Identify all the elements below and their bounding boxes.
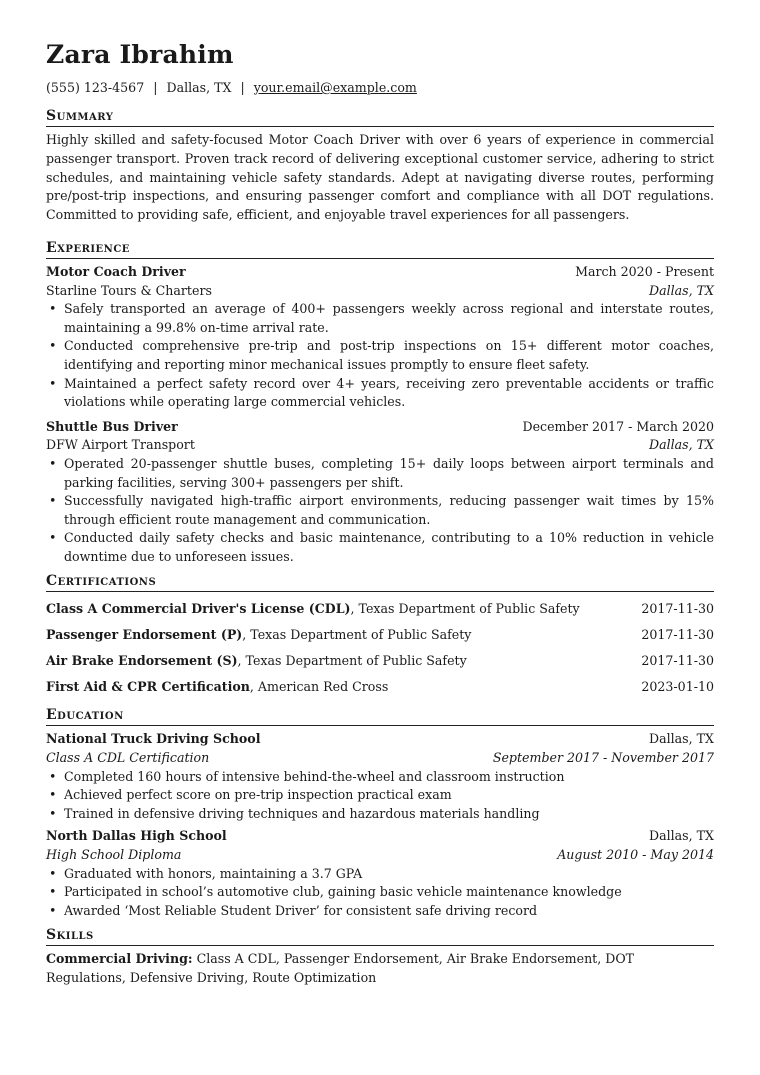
degree-name: High School Diploma: [46, 847, 182, 863]
job-location: Dallas, TX: [648, 437, 714, 453]
list-item: • Awarded ‘Most Reliable Student Driver’ for consistent safe driving record: [64, 902, 714, 921]
skills-items: Class A CDL, Passenger Endorsement, Air Brake Endorsement, DOT Regulations, Defensive Driving, Route Optimization: [46, 951, 635, 986]
certification-date: 2017-11-30: [641, 653, 714, 669]
job-bullets: [46, 455, 714, 567]
contact-line: [46, 79, 714, 96]
certification-name: Air Brake Endorsement (S): [46, 653, 238, 669]
contact-separator: |: [240, 80, 245, 95]
education-entry: [46, 730, 714, 823]
certification-date: 2017-11-30: [641, 627, 714, 643]
certification-name: Passenger Endorsement (P): [46, 627, 243, 643]
experience-entry: [46, 263, 714, 412]
education-bullets: [46, 865, 714, 921]
school-name: National Truck Driving School: [46, 731, 261, 747]
job-bullets: [46, 300, 714, 412]
section-title-summary: Summary: [46, 107, 714, 127]
phone-number: (555) 123-4567: [46, 80, 145, 95]
certification-issuer: , Texas Department of Public Safety: [242, 627, 472, 643]
job-title: Motor Coach Driver: [46, 263, 186, 279]
certifications-list: [46, 596, 714, 700]
certification-row: [46, 648, 714, 674]
contact-separator: |: [153, 80, 158, 95]
job-title: Shuttle Bus Driver: [46, 418, 178, 434]
location: Dallas, TX: [166, 80, 232, 95]
education-dates: August 2010 - May 2014: [557, 847, 714, 863]
list-item: • Trained in defensive driving techniques and hazardous materials handling: [64, 805, 714, 824]
certification-name: First Aid & CPR Certification: [46, 679, 250, 695]
skills-line: [46, 950, 714, 987]
candidate-name: Zara Ibrahim: [46, 40, 234, 69]
certification-date: 2023-01-10: [641, 679, 714, 695]
certification-issuer: , American Red Cross: [249, 679, 389, 695]
section-title-experience: Experience: [46, 239, 714, 259]
email-link[interactable]: your.email@example.com: [253, 80, 417, 95]
job-location: Dallas, TX: [648, 282, 714, 298]
summary-text: Highly skilled and safety-focused Motor Coach Driver with over 6 years of experience in commercial passenger transport. Proven track record of delivering exceptional customer service, adhering to strict schedules, and maintaining vehicle safety standards. Adept at navigating diverse routes, performing pre/post-trip inspections, and ensuring passenger comfort and compliance with all DOT regulations. Committed to providing safe, efficient, and enjoyable travel experiences for all passengers.: [46, 132, 714, 223]
list-item: • Completed 160 hours of intensive behind-the-wheel and classroom instruction: [64, 768, 714, 787]
list-item: • Operated 20-passenger shuttle buses, completing 15+ daily loops between airport terminals and parking facilities, serving 300+ passengers per shift.: [64, 455, 714, 492]
certification-issuer: , Texas Department of Public Safety: [350, 601, 580, 617]
certification-name: Class A Commercial Driver's License (CDL): [46, 601, 351, 617]
certification-issuer: , Texas Department of Public Safety: [237, 653, 467, 669]
school-location: Dallas, TX: [648, 731, 714, 747]
section-title-education: Education: [46, 706, 714, 726]
list-item: • Achieved perfect score on pre-trip inspection practical exam: [64, 786, 714, 805]
job-dates: March 2020 - Present: [575, 263, 714, 279]
list-item: • Participated in school’s automotive club, gaining basic vehicle maintenance knowledge: [64, 883, 714, 902]
certification-row: [46, 622, 714, 648]
certification-row: [46, 674, 714, 700]
section-title-certifications: Certifications: [46, 572, 714, 592]
list-item: • Successfully navigated high-traffic airport environments, reducing passenger wait times by 15% through efficient route management and communication.: [64, 492, 714, 529]
company-name: Starline Tours & Charters: [46, 282, 212, 298]
list-item: • Maintained a perfect safety record over 4+ years, receiving zero preventable accidents or traffic violations while operating large commercial vehicles.: [64, 375, 714, 412]
list-item: • Graduated with honors, maintaining a 3.7 GPA: [64, 865, 714, 884]
experience-entry: [46, 418, 714, 567]
job-dates: December 2017 - March 2020: [522, 418, 714, 434]
list-item: • Safely transported an average of 400+ passengers weekly across regional and interstate routes, maintaining a 99.8% on-time arrival rate.: [64, 300, 714, 337]
list-item: • Conducted daily safety checks and basic maintenance, contributing to a 10% reduction in vehicle downtime due to unforeseen issues.: [64, 529, 714, 566]
experience-list: [46, 263, 714, 567]
education-bullets: [46, 768, 714, 824]
degree-name: Class A CDL Certification: [46, 750, 210, 766]
education-entry: [46, 827, 714, 920]
education-list: [46, 730, 714, 920]
certification-row: [46, 596, 714, 622]
certification-date: 2017-11-30: [641, 601, 714, 617]
education-dates: September 2017 - November 2017: [492, 750, 714, 766]
section-title-skills: Skills: [46, 926, 714, 946]
company-name: DFW Airport Transport: [46, 437, 195, 453]
skills-category-label: Commercial Driving:: [46, 951, 193, 967]
list-item: • Conducted comprehensive pre-trip and post-trip inspections on 15+ different motor coaches, identifying and reporting minor mechanical issues promptly to ensure fleet safety.: [64, 337, 714, 374]
school-name: North Dallas High School: [46, 828, 227, 844]
school-location: Dallas, TX: [648, 828, 714, 844]
